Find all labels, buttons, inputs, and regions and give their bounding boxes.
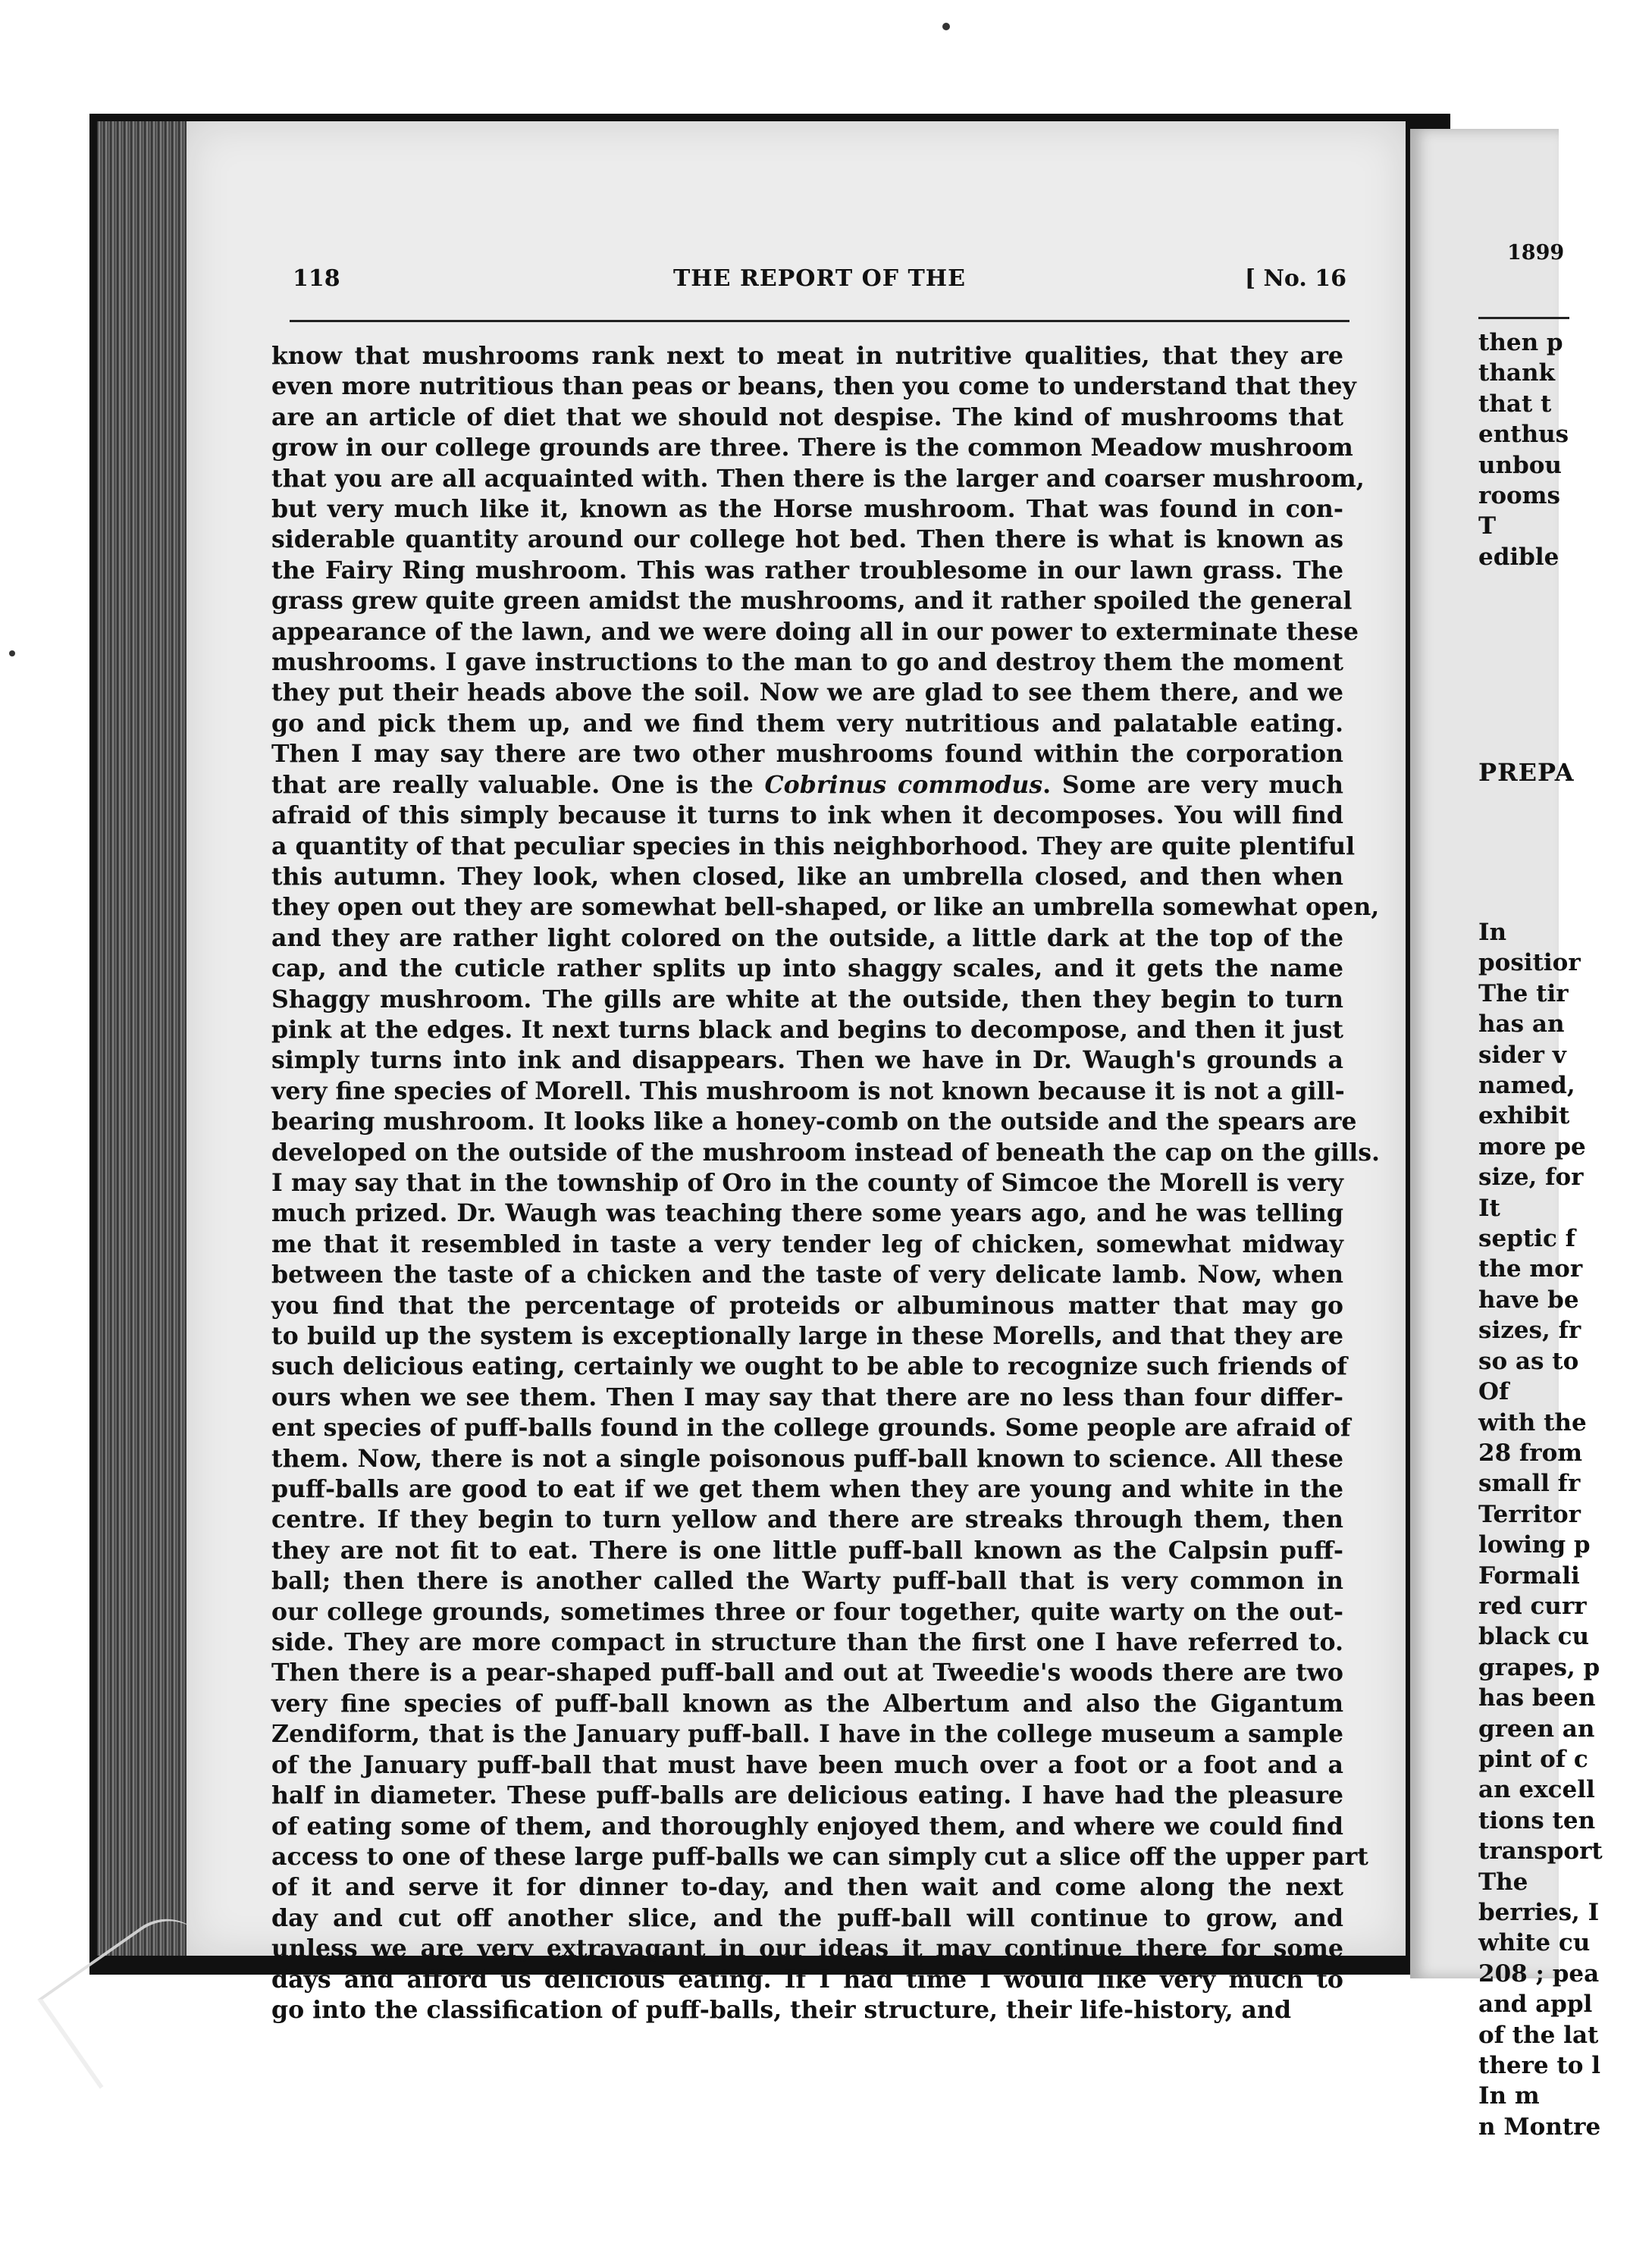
- text-line: know that mushrooms rank next to meat in nutritive qualities, that they are: [271, 342, 1343, 370]
- issue-number: [ No. 16: [1244, 265, 1346, 292]
- right-text-line: have be: [1478, 1286, 1579, 1314]
- text-line: me that it resembled in taste a very tender leg of chicken, somewhat midway: [271, 1230, 1343, 1258]
- text-line: ent species of puff-balls found in the college grounds. Some people are afraid of: [271, 1414, 1351, 1443]
- text-line: you find that the percentage of proteids or albuminous matter that may go: [271, 1291, 1343, 1320]
- header-rule: [290, 320, 1349, 322]
- text-line: afraid of this simply because it turns to ink when it decomposes. You will find: [271, 801, 1343, 830]
- right-text-line: sizes, fr: [1478, 1317, 1581, 1345]
- text-line: a quantity of that peculiar species in this neighborhood. They are quite plentiful: [271, 832, 1356, 860]
- text-line: Zendiform, that is the January puff-ball. I have in the college museum a sample: [271, 1720, 1343, 1749]
- text-line: day and cut off another slice, and the puff-ball will continue to grow, and: [271, 1903, 1343, 1932]
- right-text-line: transport: [1478, 1837, 1603, 1865]
- right-text-line: pint of c: [1478, 1745, 1588, 1773]
- text-line: they put their heads above the soil. Now we are glad to see them there, and we: [271, 678, 1343, 707]
- text-line: centre. If they begin to turn yellow and there are streaks through them, then: [271, 1505, 1343, 1534]
- right-text-line: red curr: [1478, 1592, 1587, 1620]
- text-line: of eating some of them, and thoroughly enjoyed them, and where we could find: [271, 1812, 1343, 1840]
- text-line: grass grew quite green amidst the mushrooms, and it rather spoiled the general: [271, 587, 1353, 616]
- text-line: go and pick them up, and we find them very nutritious and palatable eating.: [271, 709, 1343, 738]
- right-text-line: tions ten: [1478, 1806, 1596, 1834]
- right-text-line: lowing p: [1478, 1531, 1591, 1559]
- right-text-line: small fr: [1478, 1470, 1581, 1498]
- text-line: go into the classification of puff-balls, their structure, their life-history, and: [271, 1995, 1292, 2024]
- text-line: they are not fit to eat. There is one little puff-ball known as the Calpsin puff-: [271, 1536, 1343, 1565]
- text-line: pink at the edges. It next turns black and begins to decompose, and then it just: [271, 1015, 1343, 1044]
- right-text-line: thank: [1478, 359, 1555, 387]
- text-line: siderable quantity around our college hot bed. Then there is what is known as: [271, 525, 1343, 554]
- text-line: even more nutritious than peas or beans, then you come to understand that they: [271, 372, 1356, 401]
- text-line: this autumn. They look, when closed, like an umbrella closed, and then when: [271, 862, 1343, 891]
- right-text-line: and appl: [1478, 1991, 1593, 2019]
- text-line: Then there is a pear-shaped puff-ball and out at Tweedie's woods there are two: [271, 1659, 1343, 1687]
- text-line: bearing mushroom. It looks like a honey-comb on the outside and the spears are: [271, 1107, 1357, 1136]
- text-line: appearance of the lawn, and we were doing all in our power to exterminate these: [271, 617, 1359, 646]
- text-line: Then I may say there are two other mushrooms found within the corporation: [271, 740, 1343, 769]
- running-header: [293, 265, 1346, 303]
- right-text-line: an excell: [1478, 1776, 1595, 1804]
- right-text-line: white cu: [1478, 1929, 1591, 1957]
- right-text-line: n Montre: [1478, 2113, 1601, 2141]
- text-line: them. Now, there is not a single poisonous puff-ball known to science. All these: [271, 1444, 1343, 1473]
- right-page-lower-text: [1478, 917, 1630, 2142]
- right-text-line: Territor: [1478, 1500, 1581, 1528]
- text-line: between the taste of a chicken and the taste of very delicate lamb. Now, when: [271, 1261, 1343, 1289]
- right-text-line: has been: [1478, 1684, 1596, 1712]
- right-text-line: green an: [1478, 1715, 1595, 1743]
- text-line: but very much like it, known as the Horse mushroom. That was found in con-: [271, 495, 1343, 524]
- right-page-top-text: [1478, 327, 1630, 572]
- text-line: access to one of these large puff-balls we can simply cut a slice off the upper part: [271, 1842, 1368, 1871]
- right-text-line: unbou: [1478, 451, 1562, 479]
- text-line: puff-balls are good to eat if we get them when they are young and white in the: [271, 1475, 1343, 1504]
- right-text-line: In: [1478, 919, 1507, 946]
- text-line: very fine species of puff-ball known as the Albertum and also the Gigantum: [271, 1689, 1343, 1718]
- text-line: ball; then there is another called the Warty puff-ball that is very common in: [271, 1567, 1343, 1596]
- right-text-line: The tir: [1478, 979, 1569, 1007]
- right-text-line: positior: [1478, 949, 1581, 977]
- page-stack-edges: [97, 121, 187, 1956]
- text-line: of the January puff-ball that must have been much over a foot or a foot and a: [271, 1750, 1343, 1779]
- right-facing-page: [1410, 129, 1603, 2141]
- right-text-line: The: [1478, 1868, 1528, 1896]
- dust-speck: [942, 23, 950, 30]
- right-text-line: more pe: [1478, 1132, 1586, 1161]
- text-line: grow in our college grounds are three. There is the common Meadow mushroom: [271, 434, 1353, 462]
- text-line: they open out they are somewhat bell-shaped, or like an umbrella somewhat open,: [271, 893, 1380, 922]
- text-line: I may say that in the township of Oro in the county of Simcoe the Morell is very: [271, 1168, 1343, 1197]
- right-text-line: sider v: [1478, 1041, 1566, 1069]
- right-text-line: so as to: [1478, 1347, 1579, 1375]
- text-line: days and afford us delicious eating. If I had time I would like very much to: [271, 1965, 1343, 1994]
- right-text-line: with the: [1478, 1408, 1587, 1436]
- text-line: unless we are very extravagant in our ideas it may continue there for some: [271, 1934, 1343, 1963]
- right-text-line: 208 ; pea: [1478, 1959, 1600, 1988]
- text-line: our college grounds, sometimes three or four together, quite warty on the out-: [271, 1597, 1343, 1626]
- right-text-line: rooms: [1478, 482, 1560, 510]
- text-line: side. They are more compact in structure than the first one I have referred to.: [271, 1628, 1343, 1657]
- right-text-line: named,: [1478, 1072, 1575, 1100]
- right-text-line: exhibit: [1478, 1102, 1570, 1130]
- text-line: Shaggy mushroom. The gills are white at the outside, then they begin to turn: [271, 985, 1343, 1013]
- text-line: and they are rather light colored on the outside, a little dark at the top of the: [271, 923, 1343, 952]
- text-line: mushrooms. I gave instructions to the man to go and destroy them the moment: [271, 648, 1343, 677]
- text-line: simply turns into ink and disappears. Then we have in Dr. Waugh's grounds a: [271, 1046, 1343, 1075]
- right-text-line: the mor: [1478, 1255, 1583, 1283]
- right-text-line: that t: [1478, 390, 1552, 418]
- text-line: ours when we see them. Then I may say that there are no less than four differ-: [271, 1383, 1343, 1411]
- right-text-line: size, for: [1478, 1164, 1584, 1192]
- text-line: half in diameter. These puff-balls are delicious eating. I have had the pleasure: [271, 1781, 1343, 1810]
- right-text-line: there to l: [1478, 2052, 1600, 2080]
- right-text-line: septic f: [1478, 1225, 1575, 1253]
- text-line: cap, and the cuticle rather splits up into shaggy scales, and it gets the name: [271, 954, 1343, 983]
- text-line: that you are all acquainted with. Then there is the larger and coarser mushroom,: [271, 464, 1365, 493]
- body-text: [271, 341, 1381, 2025]
- text-line: of it and serve it for dinner to-day, and then wait and come along the next: [271, 1873, 1343, 1902]
- right-text-line: edible: [1478, 543, 1559, 571]
- text-line: very fine species of Morell. This mushroom is not known because it is not a gill-: [271, 1076, 1345, 1105]
- right-text-line: In m: [1478, 2082, 1540, 2110]
- page-number: 118: [293, 265, 340, 292]
- right-text-line: Formali: [1478, 1562, 1580, 1590]
- right-text-line: then p: [1478, 329, 1563, 356]
- right-text-line: It: [1478, 1194, 1500, 1222]
- right-header-rule: [1478, 317, 1569, 319]
- text-line: such delicious eating, certainly we ought to be able to recognize such friends of: [271, 1352, 1347, 1381]
- right-text-line: enthus: [1478, 421, 1569, 449]
- right-page-heading: PREPA: [1478, 758, 1575, 787]
- running-title: THE REPORT OF THE: [672, 265, 967, 292]
- text-line: the Fairy Ring mushroom. This was rather troublesome in our lawn grass. The: [271, 556, 1343, 584]
- right-page-year: 1899: [1507, 241, 1565, 265]
- text-line: much prized. Dr. Waugh was teaching there some years ago, and he was telling: [271, 1199, 1343, 1228]
- right-text-line: black cu: [1478, 1623, 1590, 1651]
- right-text-line: has an: [1478, 1010, 1565, 1038]
- right-text-line: of the lat: [1478, 2021, 1599, 2049]
- text-line: that are really valuable. One is the Cobrinus commodus. Some are very much: [271, 770, 1344, 799]
- text-line: to build up the system is exceptionally large in these Morells, and that they are: [271, 1322, 1343, 1350]
- dust-speck: [9, 650, 15, 656]
- text-line: are an article of diet that we should not despise. The kind of mushrooms that: [271, 403, 1343, 431]
- right-text-line: berries, I: [1478, 1899, 1600, 1926]
- left-page: [187, 121, 1406, 2024]
- right-text-line: T: [1478, 512, 1497, 540]
- right-text-line: Of: [1478, 1378, 1509, 1406]
- right-text-line: 28 from: [1478, 1439, 1583, 1467]
- right-text-line: grapes, p: [1478, 1653, 1600, 1681]
- text-line: developed on the outside of the mushroom instead of beneath the cap on the gills.: [271, 1138, 1381, 1167]
